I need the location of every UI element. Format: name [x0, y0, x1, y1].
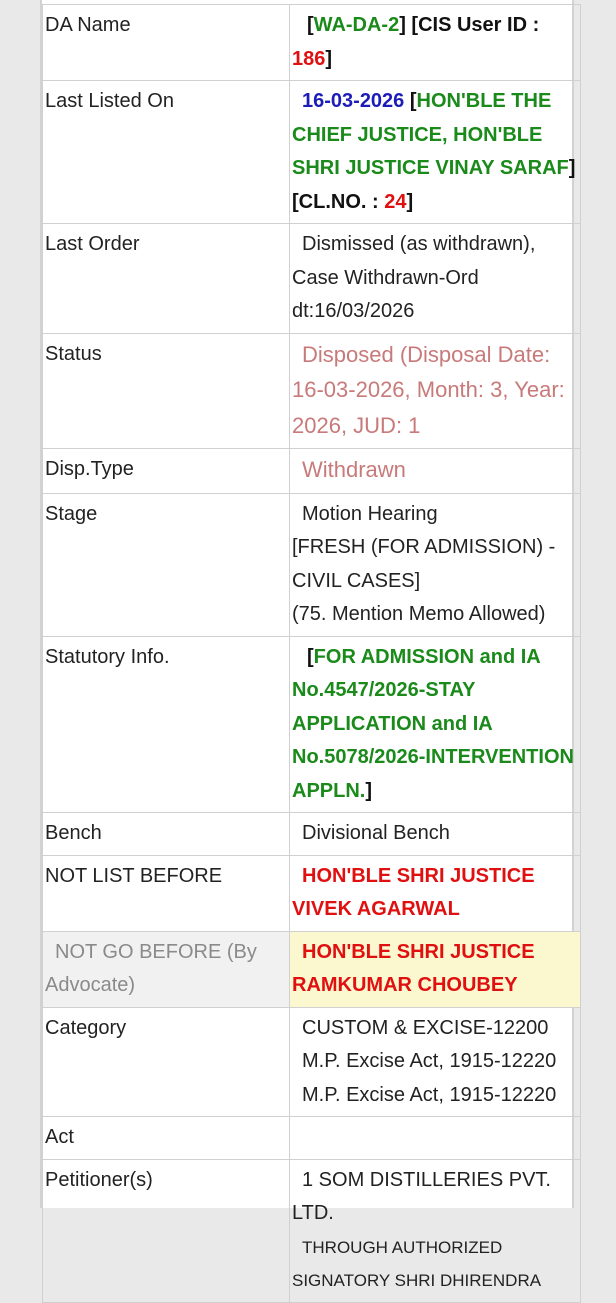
row-last-listed [43, 81, 581, 224]
not-list-before-value: HON'BLE SHRI JUSTICE VIVEK AGARWAL [290, 855, 581, 931]
bench-judges: HON'BLE THE CHIEF JUSTICE, HON'BLE SHRI JUSTICE VINAY SARAF [292, 90, 569, 179]
not-list-before-label: NOT LIST BEFORE [43, 855, 290, 931]
statutory-text: FOR ADMISSION and IA No.4547/2026-STAY APPLICATION and IA No.5078/2026-INTERVENTION APPLN. [292, 645, 574, 802]
not-go-before-label: NOT GO BEFORE (By Advocate) [43, 931, 290, 1007]
petitioner-value: 1 SOM DISTILLERIES PVT. LTD. THROUGH AUTHORIZED SIGNATORY SHRI DHIRENDRA [290, 1159, 581, 1302]
act-value [290, 1117, 581, 1160]
da-name-label: DA Name [43, 5, 290, 81]
row-petitioner [43, 1159, 581, 1302]
row-statutory-info [43, 636, 581, 813]
row-last-order [43, 224, 581, 334]
stage-value: Motion Hearing [FRESH (FOR ADMISSION) - CIVIL CASES] (75. Mention Memo Allowed) [290, 493, 581, 636]
row-stage [43, 493, 581, 636]
petitioner-label: Petitioner(s) [43, 1159, 290, 1302]
row-not-list-before [43, 855, 581, 931]
stage-label: Stage [43, 493, 290, 636]
disp-type-text: Withdrawn [302, 457, 406, 482]
statutory-label: Statutory Info. [43, 636, 290, 813]
row-disp-type [43, 449, 581, 494]
row-da-name [43, 5, 581, 81]
status-value [290, 333, 581, 449]
act-label: Act [43, 1117, 290, 1160]
row-category [43, 1007, 581, 1117]
disp-type-value [290, 449, 581, 494]
row-status [43, 333, 581, 449]
row-act [43, 1117, 581, 1160]
statutory-value: [FOR ADMISSION and IA No.4547/2026-STAY APPLICATION and IA No.5078/2026-INTERVENTION APPLN.] [290, 636, 581, 813]
last-listed-date: 16-03-2026 [302, 90, 405, 112]
cis-user-id: 186 [292, 47, 326, 70]
last-listed-label: Last Listed On [43, 81, 290, 224]
category-label: Category [43, 1007, 290, 1117]
da-code: WA-DA-2 [313, 14, 400, 36]
row-bench [43, 813, 581, 856]
last-order-label: Last Order [43, 224, 290, 334]
cause-list-number: 24 [384, 190, 407, 213]
disp-type-label: Disp.Type [43, 449, 290, 494]
bench-value: Divisional Bench [290, 813, 581, 856]
row-not-go-before [43, 931, 581, 1007]
not-go-before-value: HON'BLE SHRI JUSTICE RAMKUMAR CHOUBEY [290, 931, 581, 1007]
category-value: CUSTOM & EXCISE-12200 M.P. Excise Act, 1915-12220 M.P. Excise Act, 1915-12220 [290, 1007, 581, 1117]
page-panel [40, 0, 576, 1290]
status-text: Disposed (Disposal Date: 16-03-2026, Month: 3, Year: 2026, JUD: 1 [292, 341, 565, 438]
bench-label: Bench [43, 813, 290, 856]
da-name-value: [WA-DA-2] [CIS User ID : 186] [290, 5, 581, 81]
status-label: Status [43, 333, 290, 449]
last-listed-value: 16-03-2026 [HON'BLE THE CHIEF JUSTICE, HON'BLE SHRI JUSTICE VINAY SARAF] [CL.NO. : 24] [290, 81, 581, 224]
last-order-value: Dismissed (as withdrawn), Case Withdrawn-Ord dt:16/03/2026 [290, 224, 581, 334]
case-details-table [42, 4, 581, 1303]
